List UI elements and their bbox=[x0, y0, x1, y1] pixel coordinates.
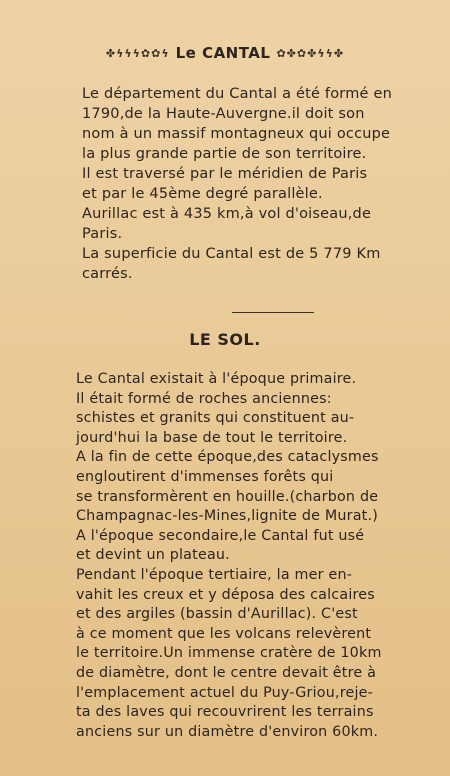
text-line: l'emplacement actuel du Puy-Griou,reje- bbox=[76, 684, 373, 701]
sol-paragraph bbox=[76, 370, 448, 742]
text-line: nom à un massif montagneux qui occupe bbox=[82, 126, 391, 142]
text-line: La superficie du Cantal est de 5 779 Km bbox=[82, 246, 381, 262]
text-line: A la fin de cette époque,des cataclysmes bbox=[76, 449, 379, 466]
ornament-right: ✿✤✿✤ϟϟ✤ bbox=[276, 46, 345, 60]
text-line: et devint un plateau. bbox=[76, 547, 230, 564]
text-line: Le département du Cantal a été formé en bbox=[82, 86, 392, 102]
document-header bbox=[0, 44, 450, 62]
document-title: Le CANTAL bbox=[175, 44, 271, 62]
text-line: Il était formé de roches anciennes: bbox=[76, 390, 332, 407]
text-line: A l'époque secondaire,le Cantal fut usé bbox=[76, 527, 365, 544]
text-line: la plus grande partie de son territoire. bbox=[82, 146, 367, 162]
text-line: le territoire.Un immense cratère de 10km bbox=[76, 645, 382, 662]
text-line: Le Cantal existait à l'époque primaire. bbox=[76, 371, 357, 387]
text-line: Champagnac-les-Mines,lignite de Murat.) bbox=[76, 508, 378, 525]
text-line: schistes et granits qui constituent au- bbox=[76, 410, 355, 427]
intro-paragraph bbox=[82, 84, 442, 284]
text-line: ta des laves qui recouvrirent les terrains bbox=[76, 704, 374, 721]
text-line: jourd'hui la base de tout le territoire. bbox=[76, 429, 348, 446]
text-line: vahit les creux et y déposa des calcaires bbox=[76, 586, 375, 603]
section-divider bbox=[232, 312, 314, 313]
text-line: Pendant l'époque tertiaire, la mer en- bbox=[76, 566, 353, 583]
section-title: LE SOL. bbox=[189, 330, 261, 349]
text-line: à ce moment que les volcans relevèrent bbox=[76, 625, 372, 642]
text-line: se transformèrent en houille.(charbon de bbox=[76, 488, 379, 505]
text-line: carrés. bbox=[82, 266, 133, 282]
text-line: et des argiles (bassin d'Aurillac). C'est bbox=[76, 606, 358, 623]
text-line: Aurillac est à 435 km,à vol d'oiseau,de bbox=[82, 206, 372, 222]
text-line: engloutirent d'immenses forêts qui bbox=[76, 468, 334, 485]
text-line: Paris. bbox=[82, 226, 123, 242]
text-line: de diamètre, dont le centre devait être à bbox=[76, 664, 377, 681]
text-line: Il est traversé par le méridien de Paris bbox=[82, 166, 368, 182]
ornament-left: ✤ϟϟϟ✿✿ϟ bbox=[105, 46, 170, 60]
text-line: 1790,de la Haute-Auvergne.il doit son bbox=[82, 106, 365, 122]
text-line: et par le 45ème degré parallèle. bbox=[82, 186, 323, 202]
text-line: anciens sur un diamètre d'environ 60km. bbox=[76, 723, 379, 740]
